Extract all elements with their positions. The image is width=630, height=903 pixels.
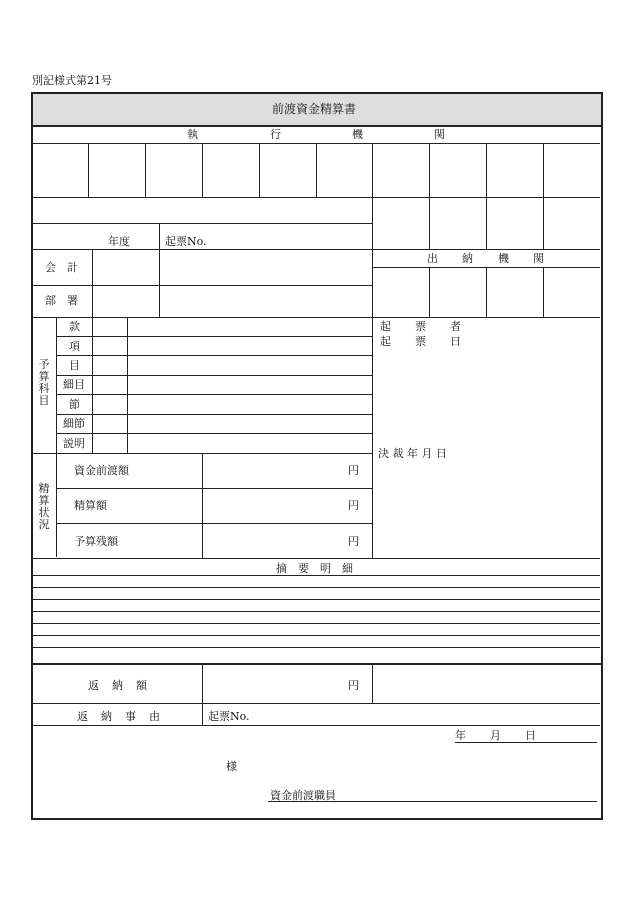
department-label-2: 署 bbox=[67, 294, 78, 307]
budget-subject-label: 予算科目 bbox=[38, 358, 50, 407]
settlement-row-2: 精算額 bbox=[74, 499, 107, 512]
drafter-label-2: 票 bbox=[415, 320, 426, 333]
settlement-row-3: 予算残額 bbox=[74, 535, 118, 548]
approval-date-label: 決 裁 年 月 日 bbox=[378, 447, 447, 460]
budget-row-2: 項 bbox=[69, 340, 80, 353]
disbursing-agency-char-2: 納 bbox=[462, 252, 473, 265]
refund-amount-label-2: 納 bbox=[112, 679, 123, 692]
details-label-2: 要 bbox=[298, 562, 309, 575]
date-day-label: 日 bbox=[525, 729, 536, 742]
yen-refund: 円 bbox=[348, 679, 359, 692]
refund-reason-label-1: 返 bbox=[77, 710, 88, 723]
executing-agency-char-2: 行 bbox=[270, 128, 281, 141]
details-label-4: 細 bbox=[342, 562, 353, 575]
form-number: 別記様式第21号 bbox=[32, 74, 112, 87]
refund-amount-label-3: 額 bbox=[136, 679, 147, 692]
budget-row-3: 目 bbox=[69, 359, 80, 372]
voucher-no-label: 起票No. bbox=[165, 235, 207, 248]
yen-1: 円 bbox=[348, 464, 359, 477]
draft-date-label-1: 起 bbox=[380, 335, 391, 348]
form-frame bbox=[31, 92, 603, 820]
draft-date-label-2: 票 bbox=[415, 335, 426, 348]
executing-agency-char-3: 機 bbox=[352, 128, 363, 141]
budget-row-6: 細節 bbox=[63, 417, 85, 430]
drafter-label-1: 起 bbox=[380, 320, 391, 333]
yen-2: 円 bbox=[348, 499, 359, 512]
official-title: 資金前渡職員 bbox=[270, 789, 336, 802]
disbursing-agency-char-4: 関 bbox=[533, 252, 544, 265]
details-label-1: 摘 bbox=[276, 562, 287, 575]
refund-voucher-label: 起票No. bbox=[208, 710, 250, 723]
refund-reason-label-3: 事 bbox=[125, 710, 136, 723]
yen-3: 円 bbox=[348, 535, 359, 548]
drafter-label-3: 者 bbox=[450, 320, 461, 333]
accounting-label-1: 会 bbox=[45, 261, 56, 274]
disbursing-agency-char-3: 機 bbox=[498, 252, 509, 265]
executing-agency-char-1: 執 bbox=[187, 128, 198, 141]
date-month-label: 月 bbox=[490, 729, 501, 742]
draft-date-label-3: 日 bbox=[450, 335, 461, 348]
refund-reason-label-4: 由 bbox=[149, 710, 160, 723]
budget-row-7: 説明 bbox=[63, 437, 85, 450]
accounting-label-2: 計 bbox=[67, 261, 78, 274]
disbursing-agency-char-1: 出 bbox=[427, 252, 438, 265]
executing-agency-char-4: 関 bbox=[434, 128, 445, 141]
department-label-1: 部 bbox=[45, 294, 56, 307]
fiscal-year-label: 年度 bbox=[108, 235, 130, 248]
budget-row-1: 款 bbox=[69, 320, 80, 333]
budget-row-4: 細目 bbox=[63, 378, 85, 391]
settlement-row-1: 資金前渡額 bbox=[74, 464, 129, 477]
settlement-status-label: 精算状況 bbox=[38, 482, 50, 531]
budget-row-5: 節 bbox=[69, 398, 80, 411]
details-label-3: 明 bbox=[320, 562, 331, 575]
refund-reason-label-2: 納 bbox=[101, 710, 112, 723]
form-title: 前渡資金精算書 bbox=[272, 102, 357, 116]
refund-amount-label-1: 返 bbox=[88, 679, 99, 692]
honorific: 様 bbox=[226, 760, 237, 773]
date-year-label: 年 bbox=[455, 729, 466, 742]
